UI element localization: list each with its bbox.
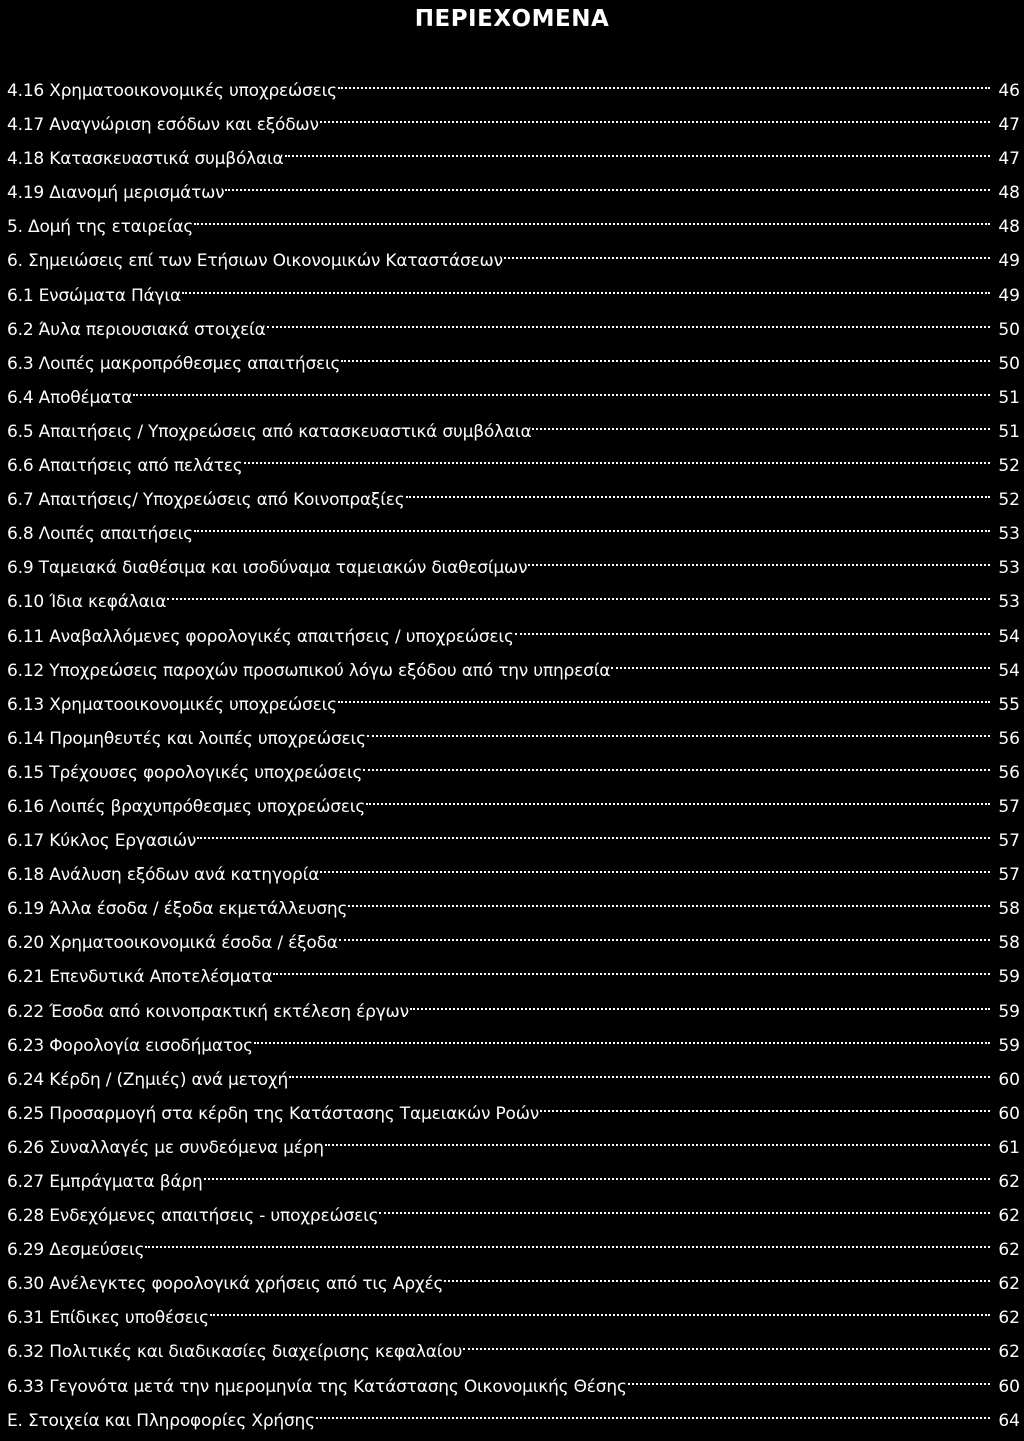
toc-entry[interactable] <box>7 210 1022 244</box>
toc-entry-label: 6.24 Κέρδη / (Ζημιές) ανά μετοχή <box>7 1069 289 1090</box>
dot-leader <box>341 360 990 362</box>
dot-leader <box>367 735 990 737</box>
dot-leader <box>167 598 990 600</box>
toc-entry-page-number: 62 <box>998 1308 1020 1329</box>
toc-entry-page-number: 53 <box>998 558 1020 579</box>
toc-entry-page-number: 58 <box>998 933 1020 954</box>
toc-entry-label: 5. Δομή της εταιρείας <box>7 217 194 238</box>
toc-entry-page-number: 59 <box>998 1035 1020 1056</box>
toc-entry-label: Ε. Στοιχεία και Πληροφορίες Χρήσης <box>7 1410 315 1431</box>
toc-entry-label: 6.31 Επίδικες υποθέσεις <box>7 1308 209 1329</box>
toc-entry-page-number: 47 <box>998 149 1020 170</box>
toc-entry-page-number: 47 <box>998 115 1020 136</box>
dot-leader <box>316 1417 990 1419</box>
toc-entry[interactable] <box>7 279 1022 313</box>
dot-leader <box>348 905 990 907</box>
toc-entry-label: 6.8 Λοιπές απαιτήσεις <box>7 524 193 545</box>
dot-leader <box>320 871 990 873</box>
dot-leader <box>285 155 990 157</box>
toc-entry-page-number: 53 <box>998 524 1020 545</box>
toc-entry-label: 6.10 Ίδια κεφάλαια <box>7 592 167 613</box>
toc-entry[interactable] <box>7 1233 1022 1267</box>
toc-entry-label: 4.17 Αναγνώριση εσόδων και εξόδων <box>7 115 319 136</box>
toc-entry-label: 6.23 Φορολογία εισοδήματος <box>7 1035 253 1056</box>
dot-leader <box>320 121 990 123</box>
dot-leader <box>244 462 990 464</box>
toc-entry[interactable] <box>7 722 1022 756</box>
toc-entry-label: 6. Σημειώσεις επί των Ετήσιων Οικονομικών Καταστάσεων <box>7 251 503 272</box>
toc-entry-label: 4.19 Διανομή μερισμάτων <box>7 183 225 204</box>
toc-entry-label: 6.17 Κύκλος Εργασιών <box>7 831 197 852</box>
toc-entry[interactable] <box>7 1199 1022 1233</box>
toc-entry-page-number: 62 <box>998 1240 1020 1261</box>
toc-entry[interactable] <box>7 620 1022 654</box>
toc-entry-page-number: 57 <box>998 831 1020 852</box>
toc-entry-label: 6.20 Χρηματοοικονομικά έσοδα / έξοδα <box>7 933 338 954</box>
toc-entry[interactable] <box>7 858 1022 892</box>
toc-entry[interactable] <box>7 892 1022 926</box>
dot-leader <box>267 326 990 328</box>
toc-entry-label: 6.33 Γεγονότα μετά την ημερομηνία της Κατάστασης Οικονομικής Θέσης <box>7 1376 627 1397</box>
toc-entry-page-number: 60 <box>998 1376 1020 1397</box>
toc-entry-page-number: 60 <box>998 1069 1020 1090</box>
dot-leader <box>444 1280 990 1282</box>
toc-entry[interactable] <box>7 1267 1022 1301</box>
dot-leader <box>611 667 990 669</box>
toc-entry[interactable] <box>7 1404 1022 1438</box>
dot-leader <box>410 1008 990 1010</box>
toc-entry-page-number: 62 <box>998 1172 1020 1192</box>
toc-entry-page-number: 50 <box>998 319 1020 340</box>
dot-leader <box>325 1144 990 1146</box>
toc-entry[interactable] <box>7 176 1022 210</box>
toc-entry-page-number: 48 <box>998 217 1020 238</box>
toc-entry[interactable] <box>7 1097 1022 1131</box>
toc-entry-label: 6.12 Υποχρεώσεις παροχών προσωπικού λόγω εξόδου από την υπηρεσία <box>7 660 611 681</box>
toc-entry[interactable] <box>7 1063 1022 1097</box>
toc-entry-label: 6.29 Δεσμεύσεις <box>7 1240 145 1261</box>
toc-entry[interactable] <box>7 381 1022 415</box>
toc-entry-page-number: 48 <box>998 183 1020 204</box>
toc-entry[interactable] <box>7 654 1022 688</box>
toc-entry[interactable] <box>7 551 1022 585</box>
toc-entry-label: 6.6 Απαιτήσεις από πελάτες <box>7 456 243 477</box>
dot-leader <box>194 223 990 225</box>
toc-entry[interactable] <box>7 313 1022 347</box>
page-title: ΠΕΡΙΕΧΟΜΕΝΑ <box>414 6 610 32</box>
toc-entry[interactable] <box>7 1165 1022 1199</box>
toc-entry[interactable] <box>7 142 1022 176</box>
toc-entry[interactable] <box>7 1301 1022 1335</box>
toc-entry[interactable] <box>7 688 1022 722</box>
toc-entry-page-number: 46 <box>998 81 1020 101</box>
toc-entry[interactable] <box>7 1370 1022 1404</box>
dot-leader <box>145 1246 990 1248</box>
toc-entry-label: 6.14 Προμηθευτές και λοιπές υποχρεώσεις <box>7 728 366 749</box>
toc-entry-page-number: 56 <box>998 762 1020 783</box>
dot-leader <box>532 428 990 430</box>
toc-entry[interactable] <box>7 244 1022 278</box>
dot-leader <box>194 530 990 532</box>
table-of-contents <box>7 74 1022 1438</box>
toc-entry[interactable] <box>7 1131 1022 1165</box>
toc-entry[interactable] <box>7 347 1022 381</box>
toc-entry-label: 6.2 Άυλα περιουσιακά στοιχεία <box>7 319 266 340</box>
toc-entry-label: 6.22 Έσοδα από κοινοπρακτική εκτέλεση έργων <box>7 1001 409 1022</box>
toc-entry-page-number: 62 <box>998 1274 1020 1295</box>
dot-leader <box>528 564 990 566</box>
toc-entry[interactable] <box>7 483 1022 517</box>
toc-entry[interactable] <box>7 108 1022 142</box>
toc-entry-label: 6.18 Ανάλυση εξόδων ανά κατηγορία <box>7 865 320 886</box>
toc-entry-label: 6.9 Ταμειακά διαθέσιμα και ισοδύναμα ταμειακών διαθεσίμων <box>7 558 528 579</box>
dot-leader <box>504 257 990 259</box>
toc-entry-page-number: 54 <box>998 660 1020 681</box>
toc-entry-page-number: 62 <box>998 1342 1020 1363</box>
toc-entry[interactable] <box>7 1335 1022 1369</box>
toc-entry-page-number: 49 <box>998 285 1020 306</box>
toc-entry[interactable] <box>7 926 1022 960</box>
toc-entry-label: 6.30 Ανέλεγκτες φορολογικά χρήσεις από τις Αρχές <box>7 1274 444 1295</box>
toc-entry-page-number: 55 <box>998 694 1020 715</box>
dot-leader <box>254 1042 990 1044</box>
toc-entry-page-number: 49 <box>998 251 1020 272</box>
dot-leader <box>628 1383 990 1385</box>
toc-entry-page-number: 57 <box>998 865 1020 886</box>
toc-entry-label: 6.25 Προσαρμογή στα κέρδη της Κατάστασης Ταμειακών Ροών <box>7 1103 540 1124</box>
toc-entry-page-number: 62 <box>998 1206 1020 1227</box>
toc-entry-label: 6.16 Λοιπές βραχυπρόθεσμες υποχρεώσεις <box>7 796 366 817</box>
toc-entry-label: 6.1 Ενσώματα Πάγια <box>7 285 181 306</box>
dot-leader <box>463 1348 990 1350</box>
dot-leader <box>338 701 990 703</box>
toc-entry-label: 6.7 Απαιτήσεις/ Υποχρεώσεις από Κοινοπραξίες <box>7 490 405 511</box>
toc-entry[interactable] <box>7 824 1022 858</box>
toc-entry[interactable] <box>7 1029 1022 1063</box>
toc-entry-page-number: 61 <box>998 1137 1020 1158</box>
toc-entry-label: 6.19 Άλλα έσοδα / έξοδα εκμετάλλευσης <box>7 899 348 920</box>
toc-entry-page-number: 59 <box>998 967 1020 988</box>
toc-entry-page-number: 53 <box>998 592 1020 613</box>
toc-entry-label: 6.28 Ενδεχόμενες απαιτήσεις - υποχρεώσεις <box>7 1206 379 1227</box>
toc-entry[interactable] <box>7 960 1022 994</box>
toc-entry[interactable] <box>7 585 1022 619</box>
dot-leader <box>289 1076 990 1078</box>
dot-leader <box>133 394 990 396</box>
toc-entry-label: 6.3 Λοιπές μακροπρόθεσμες απαιτήσεις <box>7 353 341 374</box>
toc-entry-label: 6.21 Επενδυτικά Αποτελέσματα <box>7 967 273 988</box>
toc-entry[interactable] <box>7 74 1022 108</box>
toc-entry-page-number: 52 <box>998 490 1020 511</box>
toc-entry-label: 6.15 Τρέχουσες φορολογικές υποχρεώσεις <box>7 762 363 783</box>
dot-leader <box>338 87 990 89</box>
dot-leader <box>366 803 990 805</box>
toc-entry-page-number: 56 <box>998 728 1020 749</box>
toc-entry-page-number: 54 <box>998 626 1020 647</box>
toc-entry-label: 6.26 Συναλλαγές με συνδεόμενα μέρη <box>7 1137 324 1158</box>
toc-entry-page-number: 58 <box>998 899 1020 920</box>
toc-entry[interactable] <box>7 995 1022 1029</box>
toc-entry[interactable] <box>7 790 1022 824</box>
toc-entry-page-number: 51 <box>998 421 1020 442</box>
toc-entry-label: 6.27 Εμπράγματα βάρη <box>7 1172 203 1192</box>
toc-entry-page-number: 59 <box>998 1001 1020 1022</box>
dot-leader <box>406 496 990 498</box>
toc-entry-label: 4.16 Χρηματοοικονομικές υποχρεώσεις <box>7 81 337 101</box>
toc-entry[interactable] <box>7 449 1022 483</box>
toc-entry[interactable] <box>7 756 1022 790</box>
dot-leader <box>210 1314 990 1316</box>
toc-entry[interactable] <box>7 415 1022 449</box>
dot-leader <box>273 973 990 975</box>
dot-leader <box>197 837 990 839</box>
dot-leader <box>225 189 990 191</box>
dot-leader <box>379 1212 990 1214</box>
dot-leader <box>515 633 990 635</box>
dot-leader <box>204 1178 990 1180</box>
toc-entry-page-number: 57 <box>998 796 1020 817</box>
dot-leader <box>182 292 990 294</box>
toc-entry-page-number: 50 <box>998 353 1020 374</box>
toc-entry-page-number: 52 <box>998 456 1020 477</box>
toc-entry-label: 6.5 Απαιτήσεις / Υποχρεώσεις από κατασκευαστικά συμβόλαια <box>7 421 532 442</box>
toc-entry[interactable] <box>7 517 1022 551</box>
toc-entry-label: 6.11 Αναβαλλόμενες φορολογικές απαιτήσεις / υποχρεώσεις <box>7 626 514 647</box>
toc-entry-label: 6.4 Αποθέματα <box>7 387 133 408</box>
toc-entry-label: 6.13 Χρηματοοικονομικές υποχρεώσεις <box>7 694 337 715</box>
toc-entry-label: 4.18 Κατασκευαστικά συμβόλαια <box>7 149 284 170</box>
toc-entry-label: 6.32 Πολιτικές και διαδικασίες διαχείρισης κεφαλαίου <box>7 1342 463 1363</box>
dot-leader <box>363 769 990 771</box>
dot-leader <box>339 939 990 941</box>
toc-entry-page-number: 51 <box>998 387 1020 408</box>
toc-entry-page-number: 64 <box>998 1410 1020 1431</box>
toc-entry-page-number: 60 <box>998 1103 1020 1124</box>
dot-leader <box>540 1110 990 1112</box>
